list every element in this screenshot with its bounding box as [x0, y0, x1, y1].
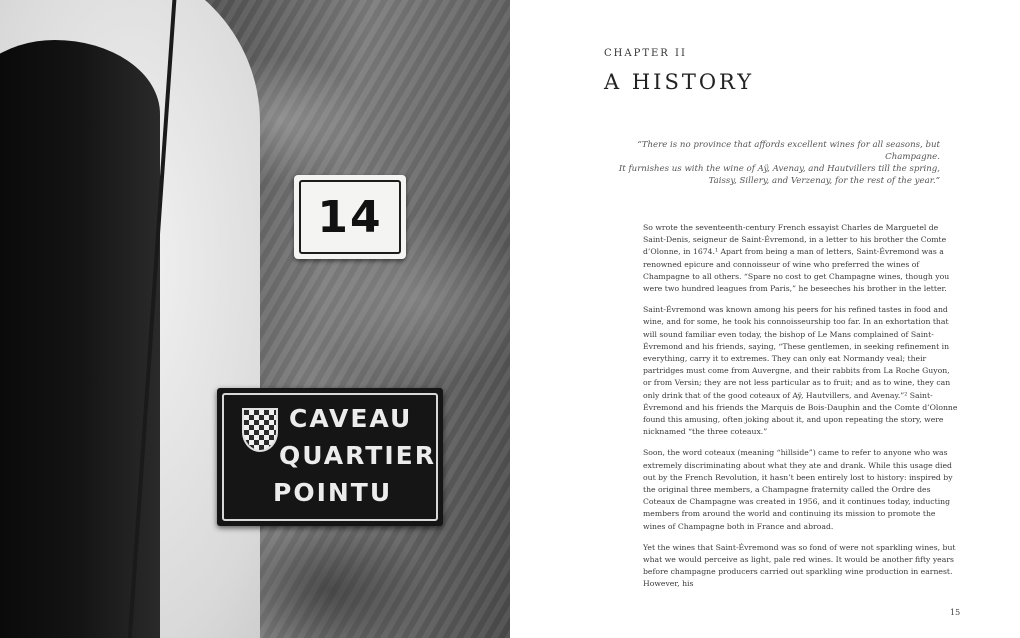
paragraph: Soon, the word coteaux (meaning “hillside”) came to refer to anyone who was extremely discriminating about what they ate and drank. While this usage died out by the French Revolution, it hasn’t been entirely lost to history: inspired by the original three members, a Champagne fraternity called the Ordre des Coteaux de Champagne was created in 1956, and it continues today, inducting members from around the world and continuing its mission to promote the wines of Champagne both in France and abroad.	[643, 448, 953, 531]
caveau-sign	[217, 388, 443, 526]
sign-line-3: POINTU	[273, 478, 393, 507]
epigraph	[600, 139, 940, 187]
number-plaque	[294, 175, 406, 259]
plaque-number: 14	[317, 191, 383, 243]
epigraph-line: Taissy, Sillery, and Verzenay, for the rest of the year.”	[708, 176, 940, 186]
checkered-shield-icon	[242, 408, 278, 452]
paragraph: Yet the wines that Saint-Évremond was so fond of were not sparkling wines, but what we would perceive as light, pale red wines. It would be another fifty years before champagne producers carried out sparkling wine production in earnest. However, his	[643, 542, 956, 589]
sign-line-1: CAVEAU	[289, 404, 413, 433]
page-title: A HISTORY	[604, 70, 755, 94]
body-text	[643, 222, 959, 591]
paragraph: So wrote the seventeenth-century French essayist Charles de Marguetel de Saint-Denis, seigneur de Saint-Évremond, in a letter to his brother the Comte d’Olonne, in 1674.¹ Apart from being a man of letters, Saint-Évremond was a renowned epicure and connoisseur of wine who preferred the wines of Champagne to all others. “Spare no cost to get Champagne wines, though you were two hundred leagues from Paris,” he beseeches his brother in the letter.	[643, 223, 950, 294]
epigraph-line: It furnishes us with the wine of Aÿ, Avenay, and Hautvillers till the spring,	[618, 164, 940, 174]
epigraph-line: “There is no province that affords excellent wines for all seasons, but Champagne.	[637, 140, 940, 162]
sign-line-2: QUARTIER	[279, 441, 436, 470]
page-number: 15	[950, 608, 961, 617]
paragraph: Saint-Évremond was known among his peers for his refined tastes in food and wine, and for some, he took his connoisseurship too far. In an exhortation that will sound familiar even today, the bishop of Le Mans complained of Saint-Évremond and his friends, saying, “These gentlemen, in seeking refinement in everything, carry it to extremes. They can only eat Normandy veal; their partridges must come from Auvergne, and their rabbits from La Roche Guyon, or from Versin; they are not less particular as to fruit; and as to wine, they can only drink that of the good coteaux of Aÿ, Hautvillers, and Avenay.”² Saint-Évremond and his friends the Marquis de Bois-Dauphin and the Comte d’Olonne found this amusing, often joking about it, and upon repeating the story, were nicknamed “the three coteaux.”	[643, 305, 958, 437]
chapter-label: CHAPTER II	[604, 48, 687, 59]
